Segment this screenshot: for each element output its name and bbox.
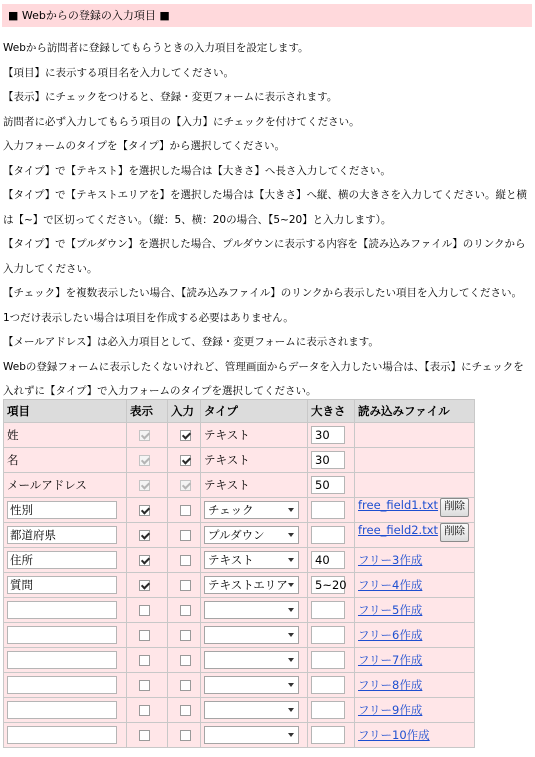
file-link[interactable]: フリー4作成	[358, 578, 423, 592]
input-cell	[168, 698, 201, 723]
required-checkbox[interactable]	[180, 430, 191, 441]
show-checkbox[interactable]	[139, 580, 150, 591]
type-select-value: テキストエリア	[208, 578, 288, 592]
size-cell	[308, 448, 355, 473]
file-cell	[355, 473, 475, 498]
type-label: テキスト	[204, 478, 250, 492]
file-cell	[355, 698, 475, 723]
item-name-input[interactable]	[7, 601, 117, 619]
table-row	[4, 498, 475, 523]
type-label: テキスト	[204, 453, 250, 467]
show-checkbox[interactable]	[139, 680, 150, 691]
show-checkbox[interactable]	[139, 530, 150, 541]
item-name-input[interactable]: 質問	[7, 576, 117, 594]
instruction-line: 【表示】にチェックをつけると、登録・変更フォームに表示されます。	[3, 91, 338, 103]
input-cell	[168, 448, 201, 473]
header-input: 入力	[168, 400, 201, 423]
type-cell	[201, 498, 308, 523]
show-checkbox	[139, 430, 150, 441]
input-cell	[168, 523, 201, 548]
size-cell	[308, 673, 355, 698]
show-cell	[127, 673, 168, 698]
required-checkbox[interactable]	[180, 680, 191, 691]
table-row	[4, 448, 475, 473]
input-cell	[168, 723, 201, 748]
required-checkbox[interactable]	[180, 555, 191, 566]
show-checkbox	[139, 480, 150, 491]
type-cell	[201, 548, 308, 573]
delete-button[interactable]: 削除	[440, 498, 469, 517]
instruction-line: 【タイプ】で【プルダウン】を選択した場合、プルダウンに表示する内容を【読み込みファイル】のリンクから入力してください。	[3, 238, 526, 275]
input-cell	[168, 473, 201, 498]
type-cell	[201, 648, 308, 673]
header-size: 大きさ	[308, 400, 355, 423]
show-cell	[127, 698, 168, 723]
dropdown-arrow-icon	[288, 558, 294, 562]
dropdown-arrow-icon	[288, 658, 294, 662]
type-select[interactable]	[204, 576, 299, 594]
header-show: 表示	[127, 400, 168, 423]
file-link[interactable]: フリー3作成	[358, 553, 423, 567]
file-link[interactable]: フリー7作成	[358, 653, 423, 667]
show-cell	[127, 473, 168, 498]
table-row	[4, 573, 475, 598]
item-name-cell	[4, 673, 127, 698]
show-cell	[127, 623, 168, 648]
size-input[interactable]: 40	[311, 551, 345, 569]
file-cell	[355, 423, 475, 448]
type-cell	[201, 623, 308, 648]
item-name-input[interactable]	[7, 701, 117, 719]
dropdown-arrow-icon	[288, 683, 294, 687]
item-name-cell	[4, 548, 127, 573]
type-select-value: チェック	[208, 503, 254, 517]
size-cell	[308, 498, 355, 523]
file-cell	[355, 673, 475, 698]
type-select-value: プルダウン	[208, 528, 265, 542]
required-checkbox[interactable]	[180, 730, 191, 741]
show-cell	[127, 423, 168, 448]
show-cell	[127, 723, 168, 748]
type-cell	[201, 473, 308, 498]
required-checkbox[interactable]	[180, 455, 191, 466]
dropdown-arrow-icon	[288, 633, 294, 637]
item-name-cell	[4, 473, 127, 498]
required-checkbox[interactable]	[180, 705, 191, 716]
required-checkbox[interactable]	[180, 505, 191, 516]
table-row	[4, 523, 475, 548]
table-row	[4, 673, 475, 698]
header-item: 項目	[4, 400, 127, 423]
file-link[interactable]: フリー9作成	[358, 703, 423, 717]
show-checkbox[interactable]	[139, 705, 150, 716]
type-select[interactable]	[204, 701, 299, 719]
file-link[interactable]: free_field1.txt	[358, 498, 439, 512]
required-checkbox[interactable]	[180, 530, 191, 541]
type-select[interactable]	[204, 726, 299, 744]
type-cell	[201, 448, 308, 473]
file-cell	[355, 573, 475, 598]
dropdown-arrow-icon	[288, 733, 294, 737]
type-select[interactable]	[204, 526, 299, 544]
type-cell	[201, 698, 308, 723]
size-cell	[308, 648, 355, 673]
size-input[interactable]	[311, 676, 345, 694]
table-row	[4, 698, 475, 723]
type-select[interactable]	[204, 676, 299, 694]
dropdown-arrow-icon	[288, 508, 294, 512]
instruction-line: 【タイプ】で【テキスト】を選択した場合は【大きさ】へ長さ入力してください。	[3, 164, 391, 177]
item-name-input[interactable]	[7, 626, 117, 644]
file-link[interactable]: フリー6作成	[358, 628, 423, 642]
header-file: 読み込みファイル	[355, 400, 475, 423]
item-name-cell	[4, 598, 127, 623]
input-cell	[168, 548, 201, 573]
required-checkbox[interactable]	[180, 605, 191, 616]
size-cell	[308, 573, 355, 598]
item-name-label: 名	[7, 453, 19, 467]
show-cell	[127, 548, 168, 573]
size-cell	[308, 598, 355, 623]
instruction-line: 【項目】に表示する項目名を入力してください。	[3, 66, 234, 79]
instruction-line: 【メールアドレス】は必入力項目として、登録・変更フォームに表示されます。	[3, 336, 379, 348]
instructions	[3, 36, 531, 404]
file-link[interactable]: free_field2.txt	[358, 523, 439, 537]
show-checkbox[interactable]	[139, 730, 150, 741]
type-select[interactable]	[204, 651, 299, 669]
input-cell	[168, 623, 201, 648]
section-title: ■ Webからの登録の入力項目 ■	[2, 4, 532, 27]
dropdown-arrow-icon	[288, 583, 294, 587]
field-settings-table	[3, 399, 475, 748]
item-name-cell	[4, 648, 127, 673]
file-cell	[355, 648, 475, 673]
size-input[interactable]: 50	[311, 476, 345, 494]
size-input[interactable]	[311, 526, 345, 544]
item-name-cell	[4, 523, 127, 548]
show-checkbox[interactable]	[139, 505, 150, 516]
item-name-cell	[4, 423, 127, 448]
file-cell	[355, 598, 475, 623]
item-name-input[interactable]: 住所	[7, 551, 117, 569]
delete-button[interactable]: 削除	[440, 523, 469, 542]
size-cell	[308, 698, 355, 723]
show-cell	[127, 598, 168, 623]
size-cell	[308, 473, 355, 498]
input-cell	[168, 598, 201, 623]
item-name-cell	[4, 698, 127, 723]
show-checkbox[interactable]	[139, 655, 150, 666]
item-name-input[interactable]: 性別	[7, 501, 117, 519]
size-cell	[308, 548, 355, 573]
type-cell	[201, 423, 308, 448]
input-cell	[168, 498, 201, 523]
show-checkbox[interactable]	[139, 630, 150, 641]
table-row	[4, 648, 475, 673]
item-name-input[interactable]: 都道府県	[7, 526, 117, 544]
show-checkbox[interactable]	[139, 605, 150, 616]
size-input[interactable]	[311, 726, 345, 744]
size-input[interactable]	[311, 651, 345, 669]
item-name-label: 姓	[7, 428, 19, 442]
size-input[interactable]	[311, 601, 345, 619]
input-cell	[168, 573, 201, 598]
table-row	[4, 473, 475, 498]
show-cell	[127, 573, 168, 598]
file-cell	[355, 448, 475, 473]
required-checkbox[interactable]	[180, 630, 191, 641]
file-link[interactable]: フリー10作成	[358, 728, 430, 742]
size-cell	[308, 623, 355, 648]
show-cell	[127, 498, 168, 523]
type-select-value: テキスト	[208, 553, 254, 567]
size-input[interactable]: 5~20	[311, 576, 345, 594]
input-cell	[168, 423, 201, 448]
instruction-line: Webから訪問者に登録してもらうときの入力項目を設定します。	[3, 42, 309, 54]
type-cell	[201, 573, 308, 598]
item-name-cell	[4, 573, 127, 598]
table-row	[4, 423, 475, 448]
item-name-cell	[4, 623, 127, 648]
size-cell	[308, 523, 355, 548]
required-checkbox[interactable]	[180, 655, 191, 666]
instruction-line: Webの登録フォームに表示したくないけれど、管理画面からデータを入力したい場合は、【表示】にチェックを入れずに【タイプ】で入力フォームのタイプを選択してください。	[3, 360, 524, 397]
table-row	[4, 623, 475, 648]
item-name-label: メールアドレス	[7, 478, 87, 492]
show-checkbox[interactable]	[139, 555, 150, 566]
table-header-row	[4, 400, 475, 423]
size-input[interactable]	[311, 701, 345, 719]
size-input[interactable]	[311, 501, 345, 519]
show-cell	[127, 648, 168, 673]
file-link[interactable]: フリー8作成	[358, 678, 423, 692]
dropdown-arrow-icon	[288, 708, 294, 712]
instruction-line: 【タイプ】で【テキストエリアを】を選択した場合は【大きさ】へ縦、横の大きさを入力してください。縦と横は【~】で区切ってください。（縦：5、横：20の場合、【5~20】と入力します）。	[3, 189, 527, 226]
type-select[interactable]	[204, 501, 299, 519]
item-name-cell	[4, 498, 127, 523]
type-cell	[201, 598, 308, 623]
show-cell	[127, 448, 168, 473]
instruction-line: 入力フォームのタイプを【タイプ】から選択してください。	[3, 140, 286, 152]
size-cell	[308, 723, 355, 748]
file-cell	[355, 548, 475, 573]
input-cell	[168, 648, 201, 673]
type-select[interactable]	[204, 551, 299, 569]
dropdown-arrow-icon	[288, 533, 294, 537]
size-cell	[308, 423, 355, 448]
size-input[interactable]: 30	[311, 451, 345, 469]
file-cell	[355, 523, 475, 548]
type-label: テキスト	[204, 428, 250, 442]
item-name-cell	[4, 723, 127, 748]
table-row	[4, 598, 475, 623]
item-name-input[interactable]	[7, 651, 117, 669]
file-link[interactable]: フリー5作成	[358, 603, 423, 617]
item-name-cell	[4, 448, 127, 473]
header-type: タイプ	[201, 400, 308, 423]
instruction-line: 【チェック】を複数表示したい場合、【読み込みファイル】のリンクから表示したい項目を入力してください。 1つだけ表示したい場合は項目を作成する必要はありません。	[3, 287, 523, 324]
type-select[interactable]	[204, 626, 299, 644]
type-cell	[201, 723, 308, 748]
required-checkbox	[180, 480, 191, 491]
dropdown-arrow-icon	[288, 608, 294, 612]
type-cell	[201, 673, 308, 698]
required-checkbox[interactable]	[180, 580, 191, 591]
show-cell	[127, 523, 168, 548]
type-select[interactable]	[204, 601, 299, 619]
file-cell	[355, 723, 475, 748]
input-cell	[168, 673, 201, 698]
file-cell	[355, 623, 475, 648]
table-row	[4, 548, 475, 573]
type-cell	[201, 523, 308, 548]
item-name-input[interactable]	[7, 726, 117, 744]
file-cell	[355, 498, 475, 523]
instruction-line: 訪問者に必ず入力してもらう項目の【入力】にチェックを付けてください。	[3, 115, 360, 128]
show-checkbox	[139, 455, 150, 466]
size-input[interactable]	[311, 626, 345, 644]
item-name-input[interactable]	[7, 676, 117, 694]
table-row	[4, 723, 475, 748]
size-input[interactable]: 30	[311, 426, 345, 444]
